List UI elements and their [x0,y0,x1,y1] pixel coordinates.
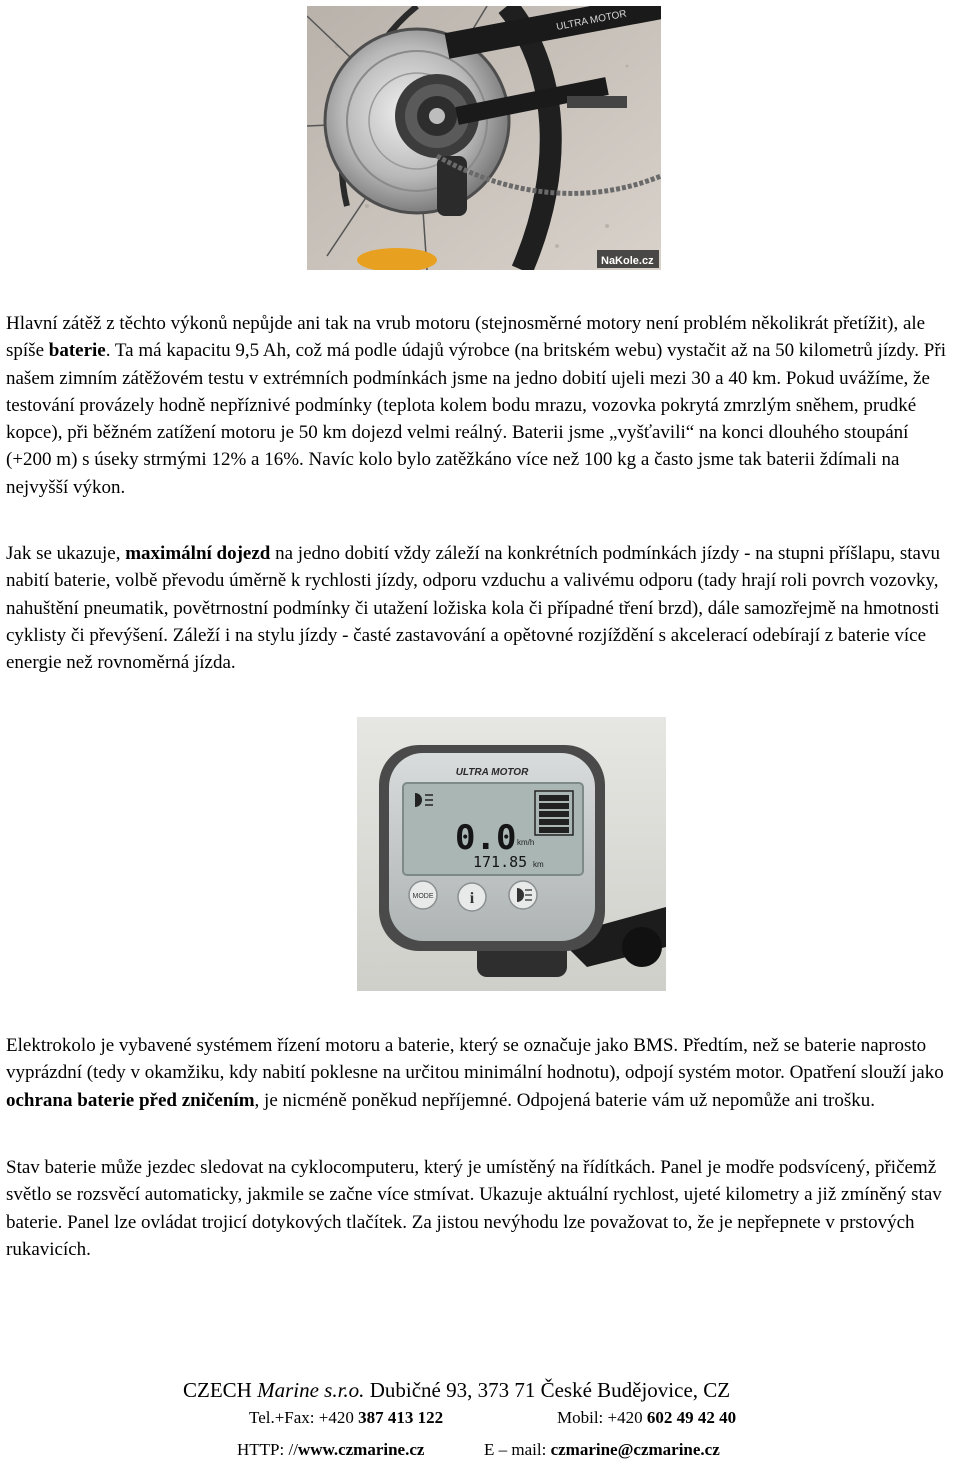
p2-text-a: Jak se ukazuje, [6,543,126,564]
footer-email-label: E – mail: [484,1440,551,1459]
display-odometer: 171.85 [473,853,528,871]
footer-mobil [557,1408,736,1428]
nakole-watermark: NaKole.cz [601,255,654,267]
hub-motor-illustration [307,6,661,270]
footer-website-link[interactable]: www.czmarine.cz [297,1440,425,1459]
paragraph-cyclocomputer: Stav baterie může jezdec sledovat na cyklocomputeru, který je umístěný na řídítkách. Panel je modře podsvícený, přičemž světlo se rozsvěcí automaticky, jakmile se začne více stmívat. Ukazuje aktuální rychlost, ujeté kilometry a již zmíněný stav baterie. Panel lze ovládat trojicí dotykových tlačítek. Za jistou nevýhodu lze považovat to, že je nepřepnete v prstových rukavicích. [6,1157,942,1260]
footer-email[interactable] [484,1440,720,1460]
footer-company-czech: CZECH [183,1378,258,1402]
footer-address: Dubičné 93, 373 71 České Budějovice, CZ [364,1378,731,1402]
p2-bold-max-range: maximální dojezd [125,543,271,564]
p3-bold-protection: ochrana baterie před zničením [6,1089,255,1111]
p3-text-c: , je nicméně poněkud nepříjemné. Odpojená baterie vám už nepomůže ani trošku. [254,1089,875,1111]
mode-button[interactable] [409,881,437,909]
footer-mobil-number: 602 49 42 40 [646,1408,737,1427]
display-speed: 0.0 [455,818,517,858]
mode-button-label: MODE [412,893,434,900]
battery-level-icon [535,791,573,835]
p2-text-c: na jedno dobití vždy záleží na konkrétních podmínkách jízdy - na stupni příšlapu, stavu nabití baterie, volbě převodu úměrně k rychlosti jízdy, odporu vzduchu a valivému odporu (tady hrají roli povrch vozovky, nahuštění pneumatik, povětrnostní podmínky či utažení ložiska kola či případné tření brzd), dále samozřejmě na hmotnosti cyklisty či převýšení. Záleží i na stylu jízdy - časté zastavování a opětovné rozjíždění s akcelerací odebírají z baterie více energie než rovnoměrná jízda. [6,543,940,674]
footer-company-marine: Marine s.r.o. [257,1378,365,1402]
footer-company [183,1378,730,1403]
p3-text-a: Elektrokolo je vybavené systémem řízení motoru a baterie, který se označuje jako BMS. Předtím, než se baterie naprosto vyprázdní (tedy v okamžiku, kdy nabití poklesne na určitou minimální hodnotu), odpojí systém motor. Opatření slouží jako [6,1035,944,1084]
p1-text-a: Hlavní zátěž z těchto výkonů nepůjde ani tak na vrub motoru (stejnosměrné motory není problém několikrát přetížit), ale spíše [6,313,926,362]
info-button-label: i [469,890,475,907]
light-button[interactable] [509,881,537,909]
paragraph-bms [6,1032,958,1114]
paragraph-max-range [6,540,958,676]
footer-mobil-label: Mobil: +420 [557,1408,647,1427]
display-speed-unit: km/h [517,838,535,847]
footer-website[interactable] [237,1440,424,1460]
display-brand-text: ULTRA MOTOR [455,767,529,778]
display-odometer-unit: km [533,860,544,869]
frame-brand-text: ULTRA MOTOR [555,8,628,33]
cyclocomputer-photo [357,717,666,991]
footer-http-label: HTTP: // [237,1440,298,1459]
footer-telfax [249,1408,443,1428]
p1-text-c: . Ta má kapacitu 9,5 Ah, což má podle údajů výrobce (na britském webu) vystačit až na 50 kilometrů jízdy. Při našem zimním zátěžovém testu v extrémních podmínkách jsme na jedno dobití ujeli mezi 30 a 40 km. Pokud uvážíme, že testování provázely hodně nepříznivé podmínky (teplota kolem bodu mrazu, vozovka pokrytá zmrzlým sněhem, prudké kopce), při běžném zatížení motoru je 50 km dojezd velmi reálný. Baterii jsme „vyšťavili“ na konci dlouhého stoupání (+200 m) s úseky strmými 12% a 16%. Navíc kolo bylo zatěžkáno více než 100 kg a často jsme tak baterii ždímali na nejvyšší výkon. [6,340,946,498]
paragraph-battery-capacity [6,310,958,501]
cyclocomputer-illustration [357,717,666,991]
p1-bold-baterie: baterie [48,340,106,362]
info-button[interactable] [458,883,486,911]
footer-tel-label: Tel.+Fax: +420 [249,1408,359,1427]
footer-tel-number: 387 413 122 [358,1408,444,1427]
footer-email-link[interactable]: czmarine@czmarine.cz [550,1440,720,1459]
hub-motor-photo [307,6,661,270]
